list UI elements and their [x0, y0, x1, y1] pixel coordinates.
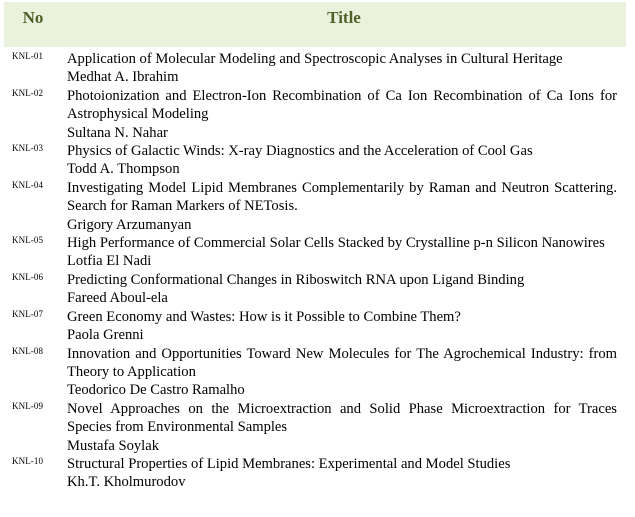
talk-title: Investigating Model Lipid Membranes Complementarily by Raman and Neutron Scattering. Search for Raman Markers of NETosis. [67, 179, 617, 215]
talk-author: Kh.T. Kholmurodov [67, 474, 186, 491]
talk-author: Sultana N. Nahar [67, 124, 168, 141]
table-row [4, 234, 626, 271]
table-row [4, 271, 626, 308]
talk-author: Fareed Aboul-ela [67, 290, 168, 307]
header-title: Title [327, 8, 361, 27]
talk-title: Innovation and Opportunities Toward New Molecules for The Agrochemical Industry: from Theory to Application [67, 345, 617, 380]
talk-title: High Performance of Commercial Solar Cells Stacked by Crystalline p-n Silicon Nanowires [67, 235, 605, 252]
talk-code: KNL-07 [12, 308, 44, 319]
table-row [4, 142, 626, 179]
talk-code: KNL-06 [12, 271, 44, 282]
talk-code: KNL-01 [12, 51, 44, 61]
table-row [4, 455, 626, 492]
talk-author: Lotfia El Nadi [67, 253, 152, 270]
table-row [4, 345, 626, 400]
talk-code: KNL-09 [12, 400, 44, 411]
header-no: No [22, 8, 44, 27]
talk-code: KNL-03 [12, 143, 44, 154]
program-table [4, 0, 626, 517]
talk-code: KNL-08 [12, 345, 44, 356]
talk-code: KNL-02 [12, 87, 44, 98]
talk-code: KNL-05 [12, 235, 44, 246]
talk-author: Grigory Arzumanyan [67, 216, 192, 233]
table-row [4, 87, 626, 142]
talk-title: Photoionization and Electron-Ion Recombination of Ca Ion Recombination of Ca Ions for Astrophysical Modeling [67, 87, 617, 123]
talk-author: Teodorico De Castro Ramalho [67, 382, 245, 399]
table-row [4, 179, 626, 234]
talk-author: Mustafa Soylak [67, 437, 160, 454]
table-row [4, 400, 626, 455]
table-body [4, 50, 626, 492]
talk-title: Physics of Galactic Winds: X-ray Diagnostics and the Acceleration of Cool Gas [67, 143, 533, 160]
talk-author: Medhat A. Ibrahim [67, 69, 179, 86]
talk-author: Paola Grenni [67, 327, 144, 344]
table-row [4, 50, 626, 87]
talk-title: Novel Approaches on the Microextraction and Solid Phase Microextraction for Traces Species from Environmental Samples [67, 400, 617, 436]
talk-code: KNL-10 [12, 455, 44, 466]
table-row [4, 308, 626, 345]
talk-title: Green Economy and Wastes: How is it Possible to Combine Them? [67, 308, 461, 325]
table-header [4, 2, 626, 47]
talk-title: Application of Molecular Modeling and Spectroscopic Analyses in Cultural Heritage [67, 51, 563, 67]
talk-title: Structural Properties of Lipid Membranes: Experimental and Model Studies [67, 455, 511, 472]
talk-title: Predicting Conformational Changes in Riboswitch RNA upon Ligand Binding [67, 271, 525, 288]
talk-code: KNL-04 [12, 179, 44, 190]
talk-author: Todd A. Thompson [67, 161, 180, 178]
